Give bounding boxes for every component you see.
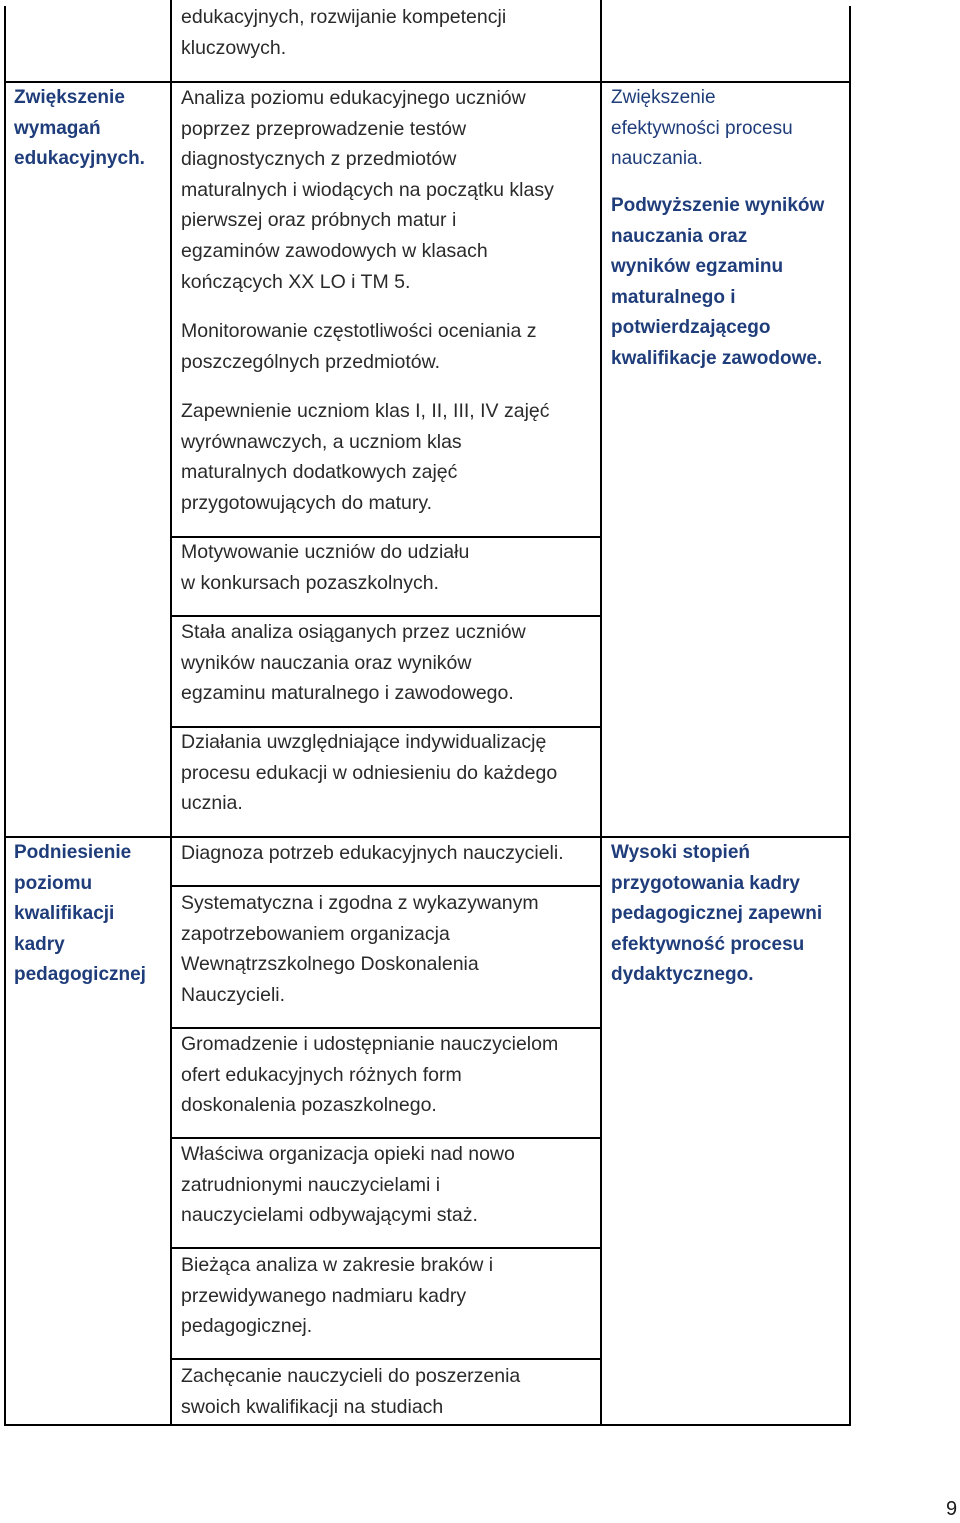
task-cell: Analiza poziomu edukacyjnego uczniów poprzez przeprowadzenie testów diagnostycznych z przedmiotów maturalnych i wiodących na początku klasy pierwszej oraz próbnych matur i egzaminów zawodowych w klasach kończących XX LO i TM 5. xyxy=(181,87,554,293)
task-cell: Systematyczna i zgodna z wykazywanym zapotrzebowaniem organizacja Wewnątrzszkolnego Doskonalenia Nauczycieli. xyxy=(181,892,539,1006)
table-border-bottom xyxy=(4,1424,851,1426)
table-border-left xyxy=(4,0,6,1426)
task-cell: Stała analiza osiąganych przez uczniów wyników nauczania oraz wyników egzaminu maturalnego i zawodowego. xyxy=(181,621,526,705)
page-number: 9 xyxy=(946,1498,958,1520)
task-cell: Bieżąca analiza w zakresie braków i przewidywanego nadmiaru kadry pedagogicznej. xyxy=(181,1254,494,1338)
task-cell: edukacyjnych, rozwijanie kompetencji kluczowych. xyxy=(181,6,507,59)
effect-cell: Podwyższenie wyników nauczania oraz wyników egzaminu maturalnego i potwierdzającego kwalifikacje zawodowe. xyxy=(611,195,825,369)
task-cell: Właściwa organizacja opieki nad nowo zatrudnionymi nauczycielami i nauczycielami odbywającymi staż. xyxy=(181,1143,515,1227)
goal-cell: Zwiększenie wymagań edukacyjnych. xyxy=(14,87,145,170)
task-cell: Zachęcanie nauczycieli do poszerzenia swoich kwalifikacji na studiach xyxy=(181,1365,521,1418)
task-separator-4 xyxy=(170,885,602,887)
table-border-right xyxy=(849,0,851,1426)
task-cell: Działania uwzględniające indywidualizację procesu edukacji w odniesieniu do każdego ucznia. xyxy=(181,731,558,815)
task-cell: Zapewnienie uczniom klas I, II, III, IV zajęć wyrównawczych, a uczniom klas maturalnych dodatkowych zajęć przygotowujących do matury. xyxy=(181,400,550,514)
task-separator-8 xyxy=(170,1358,602,1360)
column-divider-2 xyxy=(600,0,602,1426)
task-cell: Diagnoza potrzeb edukacyjnych nauczycieli. xyxy=(181,842,564,864)
task-cell: Gromadzenie i udostępnianie nauczycielom ofert edukacyjnych różnych form doskonalenia pozaszkolnego. xyxy=(181,1033,559,1117)
column-divider-1 xyxy=(170,0,172,1426)
effect-cell: Wysoki stopień przygotowania kadry pedagogicznej zapewni efektywność procesu dydaktycznego. xyxy=(611,842,823,986)
cell-gap-right xyxy=(845,0,855,6)
task-separator-7 xyxy=(170,1247,602,1249)
task-cell: Motywowanie uczniów do udziału w konkursach pozaszkolnych. xyxy=(181,541,470,594)
goal-cell: Podniesienie poziomu kwalifikacji kadry pedagogicznej xyxy=(14,842,146,986)
task-cell: Monitorowanie częstotliwości oceniania z poszczególnych przedmiotów. xyxy=(181,320,537,373)
effect-cell: Zwiększenie efektywności procesu nauczania. xyxy=(611,87,793,170)
cell-gap-left xyxy=(2,0,10,6)
